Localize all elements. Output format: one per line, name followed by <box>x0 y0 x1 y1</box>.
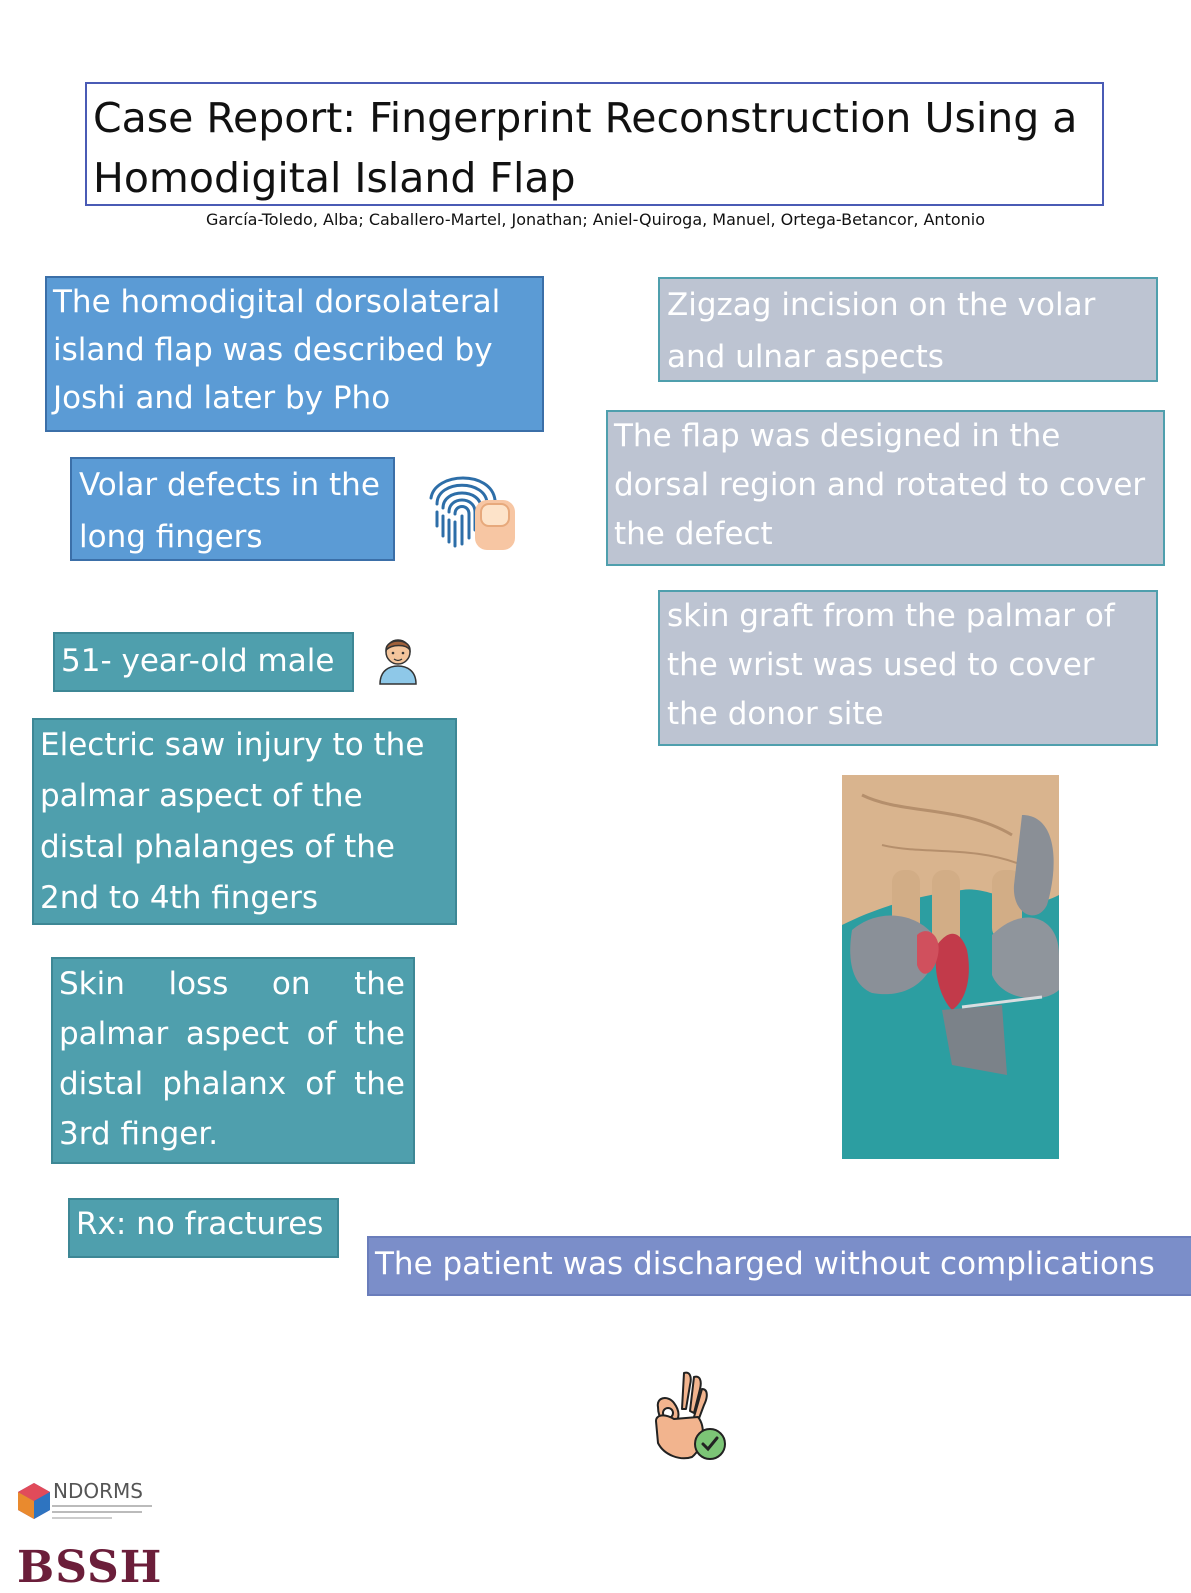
incision-box <box>658 277 1158 382</box>
intro-box <box>45 276 544 432</box>
outcome-text: The patient was discharged without complications <box>375 1246 1155 1282</box>
skin-graft-box <box>658 590 1158 746</box>
skin-loss-box <box>51 957 415 1164</box>
rx-text: Rx: no fractures <box>76 1206 324 1242</box>
flap-design-text: The flap was designed in the dorsal region and rotated to cover the defect <box>614 418 1146 552</box>
author-list: García-Toledo, Alba; Caballero-Martel, Jonathan; Aniel-Quiroga, Manuel, Ortega-Betancor, Antonio <box>205 210 986 229</box>
skin-loss-text: Skin loss on the palmar aspect of the distal phalanx of the 3rd finger. <box>59 966 405 1152</box>
ok-hand-check-icon <box>646 1367 730 1463</box>
poster-title: Case Report: Fingerprint Reconstruction Using a Homodigital Island Flap <box>85 82 1104 206</box>
bssh-logo: BSSH <box>17 1542 163 1593</box>
patient-text: 51- year-old male <box>61 643 335 679</box>
indication-box <box>70 457 395 561</box>
clinical-photo <box>842 775 1059 1159</box>
male-patient-icon <box>376 634 420 686</box>
incision-text: Zigzag incision on the volar and ulnar aspects <box>667 287 1096 375</box>
ndorms-logo <box>14 1481 154 1537</box>
rx-box <box>68 1198 339 1258</box>
indication-text: Volar defects in the long fingers <box>79 467 380 555</box>
injury-text: Electric saw injury to the palmar aspect of the distal phalanges of the 2nd to 4th fingers <box>40 727 425 916</box>
flap-design-box <box>606 410 1165 566</box>
fingerprint-icon <box>425 464 520 554</box>
intro-text: The homodigital dorsolateral island flap was described by Joshi and later by Pho <box>53 284 501 416</box>
patient-box <box>53 632 354 692</box>
outcome-box <box>367 1236 1191 1296</box>
skin-graft-text: skin graft from the palmar of the wrist was used to cover the donor site <box>667 598 1115 732</box>
ndorms-logo-text: NDORMS <box>53 1479 143 1503</box>
injury-box <box>32 718 457 925</box>
